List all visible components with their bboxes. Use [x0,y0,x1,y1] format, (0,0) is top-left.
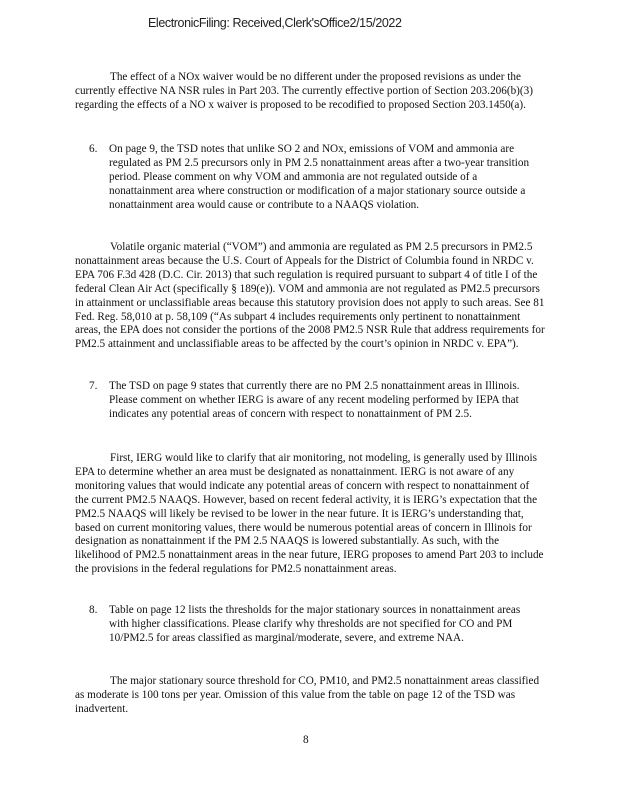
question-6-text: On page 9, the TSD notes that unlike SO 2 and NOx, emissions of VOM and ammonia are regulated as PM 2.5 precursors only in PM 2.5 nonattainment areas after a two-year transition period. Please comment on why VOM and ammonia are not regulated outside of a nonattainment area where construction or modification of a major stationary source outside a nonattainment area would cause or contribute to a NAAQS violation. [109,143,530,211]
question-number: 6. [89,143,98,155]
page-number: 8 [303,734,309,746]
paragraph-vom-ammonia [75,241,545,352]
question-number: 7. [89,380,98,392]
question-number: 8. [89,604,98,616]
paragraph-text: The effect of a NOx waiver would be no different under the proposed revisions as under the currently effective NA NSR rules in Part 203. The currently effective portion of Section 203.206(b)(3) regarding the effects of a NO x waiver is proposed to be recodified to proposed Section 203.1450(a). [75,71,533,111]
paragraph-nox-waiver [75,71,545,113]
paragraph-text: The major stationary source threshold for CO, PM10, and PM2.5 nonattainment areas classified as moderate is 100 tons per year. Omission of this value from the table on page 12 of the TSD was inadvertent. [75,675,540,715]
question-7-text: The TSD on page 9 states that currently there are no PM 2.5 nonattainment areas in Illinois. Please comment on whether IERG is aware of any recent modeling performed by IEPA that indicates any potential areas of concern with respect to nonattainment of PM 2.5. [109,380,520,420]
paragraph-major-source-threshold [75,675,545,717]
paragraph-text: First, IERG would like to clarify that air monitoring, not modeling, is generally used by Illinois EPA to determine whether an area must be designated as nonattainment. IERG is not aware of any monitoring values that would indicate any potential areas of concern with respect to nonattainment of the current PM2.5 NAAQS. However, based on recent federal activity, it is IERG’s expectation that the PM2.5 NAAQS will likely be revised to be lower in the near future. It is IERG’s understanding that, based on current monitoring values, there would be numerous potential areas of concern in Illinois for designation as nonattainment if the PM 2.5 NAAQS is lowered substantially. As such, with the likelihood of PM2.5 nonattainment areas in the near future, IERG proposes to amend Part 203 to include the provisions in the federal regulations for PM2.5 nonattainment areas. [75,452,544,576]
efiling-header: ElectronicFiling: Received,Clerk'sOffice2/15/2022 [148,16,402,30]
paragraph-text: Volatile organic material (“VOM”) and ammonia are regulated as PM 2.5 precursors in PM2.5 nonattainment areas because the U.S. Court of Appeals for the District of Columbia found in NRDC v. EPA 706 F.3d 428 (D.C. Cir. 2013) that such regulation is required pursuant to subpart 4 of title I of the federal Clean Air Act (specifically § 189(e)). VOM and ammonia are not regulated as PM2.5 precursors in attainment or unclassifiable areas because this statutory provision does not apply to such areas. See 81 Fed. Reg. 58,010 at p. 58,109 (“As subpart 4 includes requirements only pertinent to nonattainment areas, the EPA does not consider the portions of the 2008 PM2.5 NSR Rule that address requirements for PM2.5 attainment and unclassifiable areas to be affected by the court’s opinion in NRDC v. EPA”). [75,241,545,351]
question-8-text: Table on page 12 lists the thresholds for the major stationary sources in nonattainment areas with higher classifications. Please clarify why thresholds are not specified for CO and PM 10/PM2.5 for areas classified as marginal/moderate, severe, and extreme NAA. [109,604,521,644]
paragraph-air-monitoring [75,452,545,577]
